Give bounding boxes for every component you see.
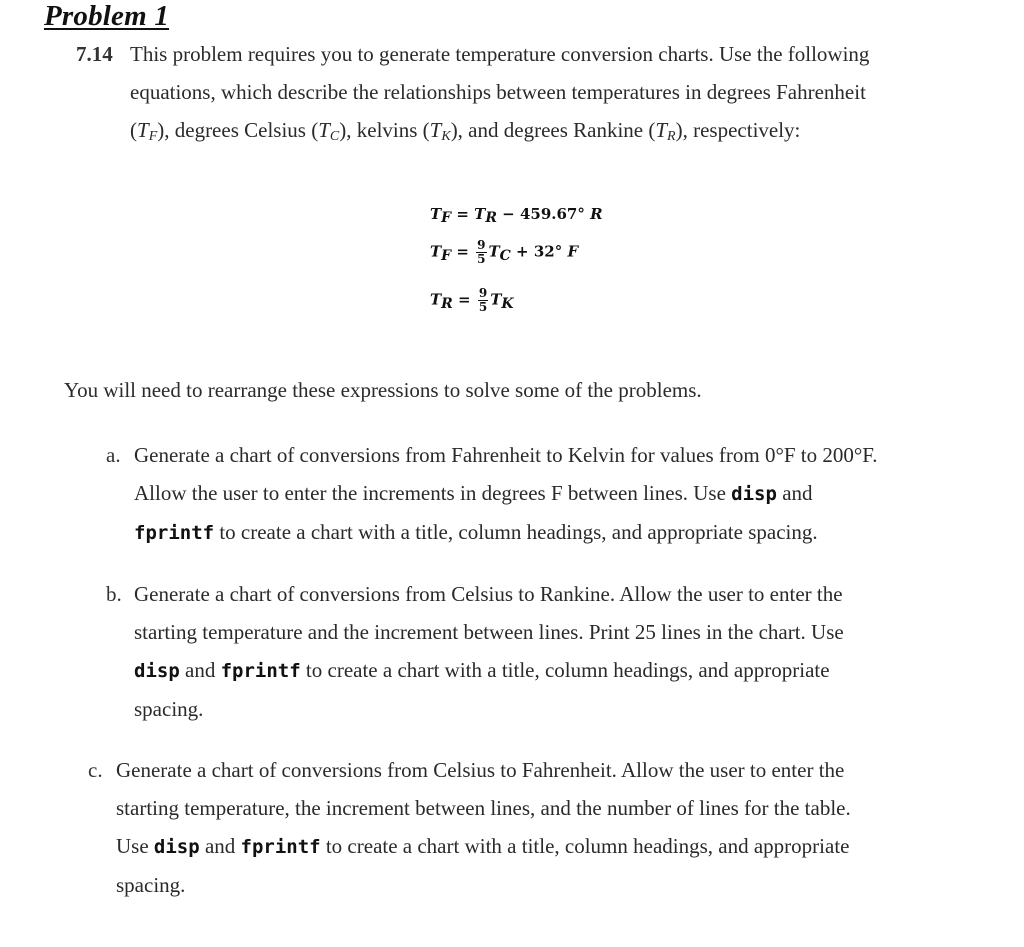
subproblem-label: b. — [106, 582, 122, 606]
problem-heading: Problem 1 — [44, 0, 170, 32]
rearrange-note: You will need to rearrange these expressions to solve some of the problems. — [64, 378, 702, 402]
equation-2: $T_F$ = $\frac{9}{5}$ $T_C + 32^\circ$ F — [430, 238, 579, 266]
intro-line-3: $(T_F)$, degrees Celsius $(T_C)$, kelvins $(T_K)$, and degrees Rankine $(T_R)$, respectively: — [130, 118, 801, 144]
subproblem-c: c. Generate a chart of conversions from Celsius to Fahrenheit. Allow the user to enter the starting temperature, the increment between lines, and the number of lines for the table. Use disp and fprintf to create a chart with a title, column headings, and appropriate spacing. — [88, 751, 938, 904]
subproblem-a: a. Generate a chart of conversions from Fahrenheit to Kelvin for values from 0°F to 200°F. Allow the user to enter the increments in degrees F between lines. Use disp and fprintf to create a chart with a title, column headings, and appropriate spacing. — [106, 436, 956, 552]
subproblem-b: b. Generate a chart of conversions from Celsius to Rankine. Allow the user to enter the starting temperature and the increment between lines. Print 25 lines in the chart. Use disp and fprintf to create a chart with a title, column headings, and appropriate spacing. — [106, 575, 956, 728]
subproblem-label: a. — [106, 443, 121, 467]
equation-3: $T_R$ = $\frac{9}{5}$ $T_K$ — [430, 286, 514, 314]
problem-intro — [76, 35, 976, 149]
fraction-9-5: $\frac{9}{5}$ — [478, 286, 488, 314]
subproblem-label: c. — [88, 758, 103, 782]
equation-1: $T_F = T_R - 459.67^\circ$ R — [430, 205, 603, 226]
fraction-9-5: $\frac{9}{5}$ — [477, 238, 486, 266]
intro-text — [130, 35, 976, 149]
intro-line-1: This problem requires you to generate temperature conversion charts. Use the following — [130, 42, 870, 66]
problem-number: 7.14 — [76, 42, 113, 66]
intro-line-2: equations, which describe the relationships between temperatures in degrees Fahrenheit — [130, 80, 866, 104]
